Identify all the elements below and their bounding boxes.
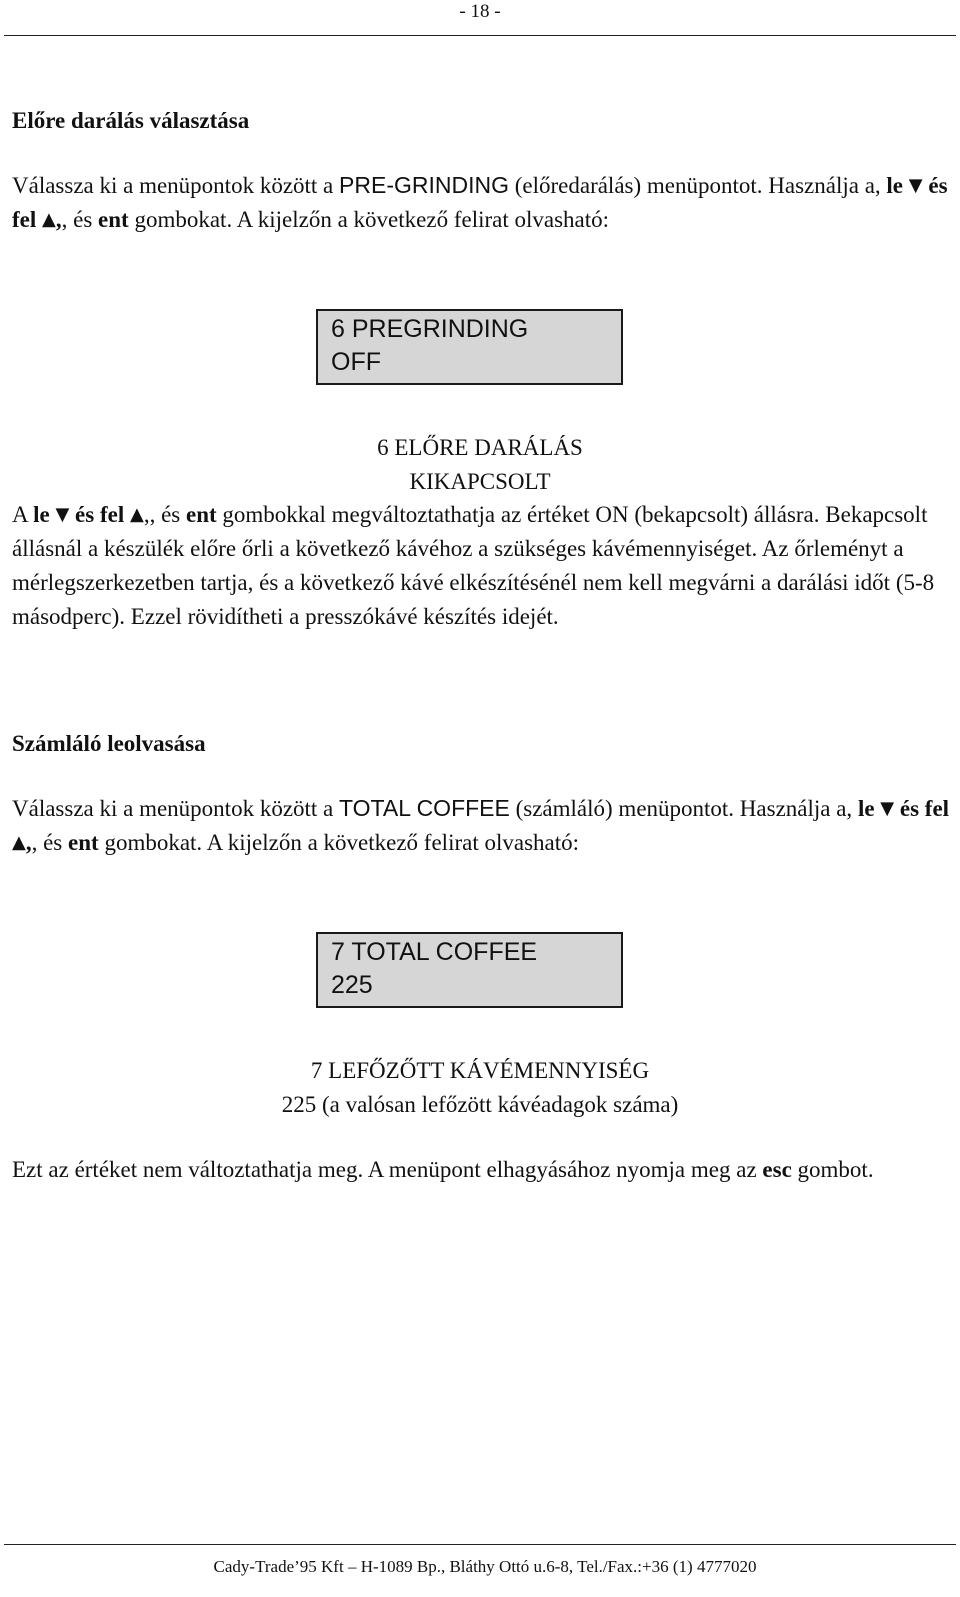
display-line-2: 225	[331, 971, 373, 999]
key-enter-label: ent	[185, 502, 217, 527]
key-enter-label: ent	[68, 830, 99, 855]
display-box-pregrinding	[316, 309, 623, 385]
display-line-1: 7 TOTAL COFFEE	[331, 938, 538, 966]
down-arrow-icon: ▼	[55, 504, 70, 525]
page-number: - 18 -	[459, 1, 501, 22]
text: , és	[31, 830, 69, 855]
key-enter-label: ent	[98, 207, 129, 232]
text: gombokat. A kijelzőn a következő felirat olvasható:	[98, 830, 580, 855]
text: A	[12, 502, 34, 527]
pregrinding-instructions: Válassza ki a menüpontok között a PRE-GRINDING (előredarálás) menüpontot. Használja a, le ▼ és fel ▲,, és ent gombokat. A kijelzőn a következő felirat olvasható:	[12, 172, 948, 232]
key-down-label: le	[857, 796, 875, 821]
text: (előredarálás) menüpontot. Használja a,	[508, 173, 887, 198]
text: gombokat. A kijelzőn a következő felirat olvasható:	[128, 207, 610, 232]
up-arrow-icon: ▲	[129, 504, 144, 525]
section-heading-pregrinding: Előre darálás választása	[12, 108, 250, 133]
text: Válassza ki a menüpontok között a	[12, 173, 340, 198]
down-arrow-icon: ▼	[908, 175, 923, 196]
display-translation-line-1: 6 ELŐRE DARÁLÁS	[377, 435, 583, 460]
up-arrow-icon: ▲	[12, 832, 26, 853]
counter-note	[12, 1153, 952, 1187]
menu-item-name: TOTAL COFFEE	[339, 795, 510, 821]
text: gombot.	[791, 1157, 874, 1182]
key-up-label: és fel	[899, 796, 950, 821]
key-escape-label: esc	[762, 1157, 792, 1182]
key-down-label: le	[886, 173, 904, 198]
up-arrow-icon: ▲	[42, 209, 56, 230]
key-down-label: le	[33, 502, 50, 527]
pregrinding-description: A le ▼ és fel ▲,, és ent gombokkal megváltoztathatja az értéket ON (bekapcsolt) állásra. Bekapcsolt állásnál a készülék előre őrli a következő kávéhoz a szükséges kávémennyiséget. Az őrleményt a mérlegszerkezetben tartja, és a következő kávé elkészítésénél nem kell megvárni a darálási időt (5-8 másodperc). Ezzel rövidítheti a presszókávé készítés idejét.	[12, 502, 935, 629]
header-divider	[4, 35, 956, 36]
key-up-label: és fel	[75, 502, 125, 527]
text: , és	[149, 502, 186, 527]
display-translation-line-2: KIKAPCSOLT	[409, 469, 551, 494]
display-box-total-coffee	[316, 932, 623, 1008]
footer-company-info: Cady-Trade’95 Kft – H-1089 Bp., Bláthy Ottó u.6-8, Tel./Fax.:+36 (1) 4777020	[213, 1557, 757, 1576]
text: Ezt az értéket nem változtathatja meg. A menüpont elhagyásához nyomja meg az	[12, 1157, 763, 1182]
display-translation-line-1: 7 LEFŐZŐTT KÁVÉMENNYISÉG	[310, 1058, 650, 1083]
text: gombokkal megváltoztathatja az értéket ON (bekapcsolt) állásra. Bekapcsolt állásnál a készülék előre őrli a következő kávéhoz a szükséges kávémennyiséget. Az őrleményt a mérlegszerkezetben tartja, és a következő kávé elkészítésénél nem kell megvárni a darálási időt (5-8 másodperc). Ezzel rövidítheti a presszókávé készítés idejét.	[12, 502, 935, 629]
footer-divider	[4, 1544, 956, 1545]
display-line-1: 6 PREGRINDING	[331, 315, 529, 343]
down-arrow-icon: ▼	[880, 798, 895, 819]
display-translation-line-2: 225 (a valósan lefőzött kávéadagok száma)	[281, 1092, 679, 1117]
text: (számláló) menüpontot. Használja a,	[509, 796, 858, 821]
section-heading-counter: Számláló leolvasása	[12, 731, 206, 756]
menu-item-name: PRE-GRINDING	[339, 172, 509, 198]
text: Válassza ki a menüpontok között a	[12, 796, 340, 821]
display-line-2: OFF	[331, 348, 381, 376]
text: , és	[61, 207, 99, 232]
counter-instructions: Válassza ki a menüpontok között a TOTAL COFFEE (számláló) menüpontot. Használja a, le ▼ és fel ▲,, és ent gombokat. A kijelzőn a következő felirat olvasható:	[12, 795, 950, 855]
key-up-label: és fel	[12, 173, 948, 232]
